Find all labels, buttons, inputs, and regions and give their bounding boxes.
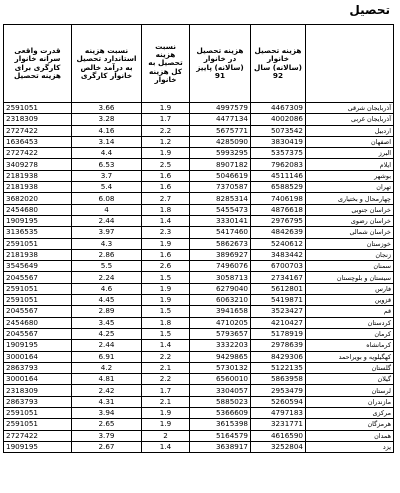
cell-real-power: 3000164 [4,351,72,362]
cell-cost-ratio: 2.2 [142,125,190,136]
cell-standard-ratio: 3.45 [72,317,142,328]
cell-standard-ratio: 2.86 [72,249,142,260]
cell-cost-92: 3523427 [251,306,306,317]
cell-cost-91: 5164579 [190,430,251,441]
cell-province: خراسان جنوبی [306,204,394,215]
cell-cost-91: 5885023 [190,396,251,407]
cell-cost-ratio: 2.1 [142,362,190,373]
cell-cost-92: 4002086 [251,114,306,125]
cell-real-power: 1636453 [4,136,72,147]
cell-standard-ratio: 5.5 [72,261,142,272]
cell-real-power: 2727422 [4,125,72,136]
cell-cost-92: 2953479 [251,385,306,396]
cell-real-power: 2045567 [4,272,72,283]
cell-cost-91: 5793657 [190,328,251,339]
cell-province: همدان [306,430,394,441]
cell-province: فارس [306,283,394,294]
cell-real-power: 2181938 [4,170,72,181]
cell-cost-92: 3252804 [251,441,306,452]
education-cost-table [3,24,394,453]
cell-province: مرکزی [306,408,394,419]
cell-cost-92: 5178919 [251,328,306,339]
table-row [4,419,394,430]
cell-real-power: 2863793 [4,362,72,373]
cell-standard-ratio: 6.53 [72,159,142,170]
cell-cost-92: 7406198 [251,193,306,204]
table-row [4,374,394,385]
cell-cost-92: 5357375 [251,148,306,159]
cell-cost-92: 4797183 [251,408,306,419]
cell-cost-ratio: 2.1 [142,396,190,407]
cell-province: خراسان رضوی [306,215,394,226]
cell-cost-ratio: 1.9 [142,148,190,159]
cell-cost-92: 2976795 [251,215,306,226]
cell-cost-91: 6063210 [190,295,251,306]
cell-cost-ratio: 1.8 [142,204,190,215]
table-row [4,193,394,204]
cell-real-power: 2045567 [4,306,72,317]
cell-standard-ratio: 5.4 [72,182,142,193]
cell-cost-91: 3896927 [190,249,251,260]
cell-cost-ratio: 1.4 [142,215,190,226]
cell-cost-ratio: 2.2 [142,351,190,362]
cell-province: سمنان [306,261,394,272]
table-row [4,215,394,226]
cell-real-power: 3000164 [4,374,72,385]
cell-standard-ratio: 4.16 [72,125,142,136]
cell-real-power: 3136535 [4,227,72,238]
header-standard-ratio: نسبت هزینه استاندارد تحصیل به درآمد خالص خانوار کارگری [72,25,142,103]
cell-cost-ratio: 1.6 [142,170,190,181]
cell-province: چهارمحال و بختیاری [306,193,394,204]
table-row [4,182,394,193]
cell-province: یزد [306,441,394,452]
table-row [4,249,394,260]
cell-standard-ratio: 2.67 [72,441,142,452]
table-row [4,238,394,249]
cell-cost-92: 5240612 [251,238,306,249]
cell-cost-92: 3231771 [251,419,306,430]
cell-cost-91: 3330141 [190,215,251,226]
cell-cost-91: 4477134 [190,114,251,125]
table-row [4,385,394,396]
header-real-power: قدرت واقعی سرانه خانوار کارگری برای هزینه تحصیل [4,25,72,103]
cell-standard-ratio: 2.89 [72,306,142,317]
table-body [4,103,394,453]
cell-province: کهگیلویه و بویراحمد [306,351,394,362]
cell-real-power: 2727422 [4,148,72,159]
cell-cost-91: 5993295 [190,148,251,159]
cell-cost-92: 5073542 [251,125,306,136]
cell-cost-91: 9429865 [190,351,251,362]
cell-real-power: 3545649 [4,261,72,272]
cell-real-power: 2591051 [4,408,72,419]
cell-cost-ratio: 2.5 [142,159,190,170]
cell-real-power: 1909195 [4,340,72,351]
cell-cost-92: 4467309 [251,103,306,114]
cell-standard-ratio: 2.24 [72,272,142,283]
cell-cost-ratio: 2.2 [142,374,190,385]
cell-standard-ratio: 3.66 [72,103,142,114]
cell-province: هرمزگان [306,419,394,430]
cell-standard-ratio: 4.25 [72,328,142,339]
cell-standard-ratio: 2.44 [72,215,142,226]
cell-cost-ratio: 1.6 [142,249,190,260]
cell-cost-ratio: 1.8 [142,317,190,328]
cell-cost-ratio: 1.9 [142,408,190,419]
table-row [4,396,394,407]
cell-province: قزوین [306,295,394,306]
cell-cost-91: 6279040 [190,283,251,294]
table-row [4,114,394,125]
cell-cost-ratio: 2.7 [142,193,190,204]
cell-cost-ratio: 1.5 [142,328,190,339]
cell-cost-92: 2978639 [251,340,306,351]
cell-standard-ratio: 4.45 [72,295,142,306]
cell-province: اردبیل [306,125,394,136]
cell-cost-91: 4997579 [190,103,251,114]
cell-cost-91: 5730132 [190,362,251,373]
cell-real-power: 2863793 [4,396,72,407]
cell-province: قم [306,306,394,317]
table-row [4,272,394,283]
cell-cost-92: 7962083 [251,159,306,170]
cell-standard-ratio: 4.6 [72,283,142,294]
cell-standard-ratio: 3.97 [72,227,142,238]
table-row [4,340,394,351]
cell-cost-92: 3830419 [251,136,306,147]
cell-province: زنجان [306,249,394,260]
cell-province: تهران [306,182,394,193]
cell-cost-92: 4842639 [251,227,306,238]
cell-cost-ratio: 1.9 [142,419,190,430]
cell-cost-ratio: 2.6 [142,261,190,272]
cell-cost-ratio: 1.5 [142,272,190,283]
cell-cost-91: 3615398 [190,419,251,430]
table-row [4,227,394,238]
cell-cost-92: 5612801 [251,283,306,294]
cell-cost-91: 4285090 [190,136,251,147]
cell-cost-91: 3304057 [190,385,251,396]
table-row [4,351,394,362]
cell-cost-ratio: 1.7 [142,114,190,125]
table-row [4,159,394,170]
cell-province: سیستان و بلوچستان [306,272,394,283]
cell-standard-ratio: 6.08 [72,193,142,204]
table-row [4,170,394,181]
cell-real-power: 2045567 [4,328,72,339]
cell-standard-ratio: 3.28 [72,114,142,125]
table-row [4,306,394,317]
cell-real-power: 2181938 [4,249,72,260]
header-cost-92: هزینه تحصیل خانوار (سالانه) سال 92 [251,25,306,103]
cell-province: کرمان [306,328,394,339]
cell-cost-ratio: 1.9 [142,295,190,306]
table-row [4,317,394,328]
cell-real-power: 2591051 [4,419,72,430]
table-header [4,25,394,103]
cell-cost-92: 4511146 [251,170,306,181]
table-row [4,430,394,441]
cell-province: آذربایجان غربی [306,114,394,125]
cell-real-power: 2591051 [4,295,72,306]
cell-cost-91: 3638917 [190,441,251,452]
cell-real-power: 2318309 [4,114,72,125]
cell-cost-ratio: 2 [142,430,190,441]
table-row [4,328,394,339]
cell-real-power: 2591051 [4,238,72,249]
cell-cost-92: 6588529 [251,182,306,193]
cell-cost-91: 5675771 [190,125,251,136]
cell-province: گلستان [306,362,394,373]
section-title: تحصیل [349,3,390,17]
cell-cost-92: 5863958 [251,374,306,385]
cell-province: خراسان شمالی [306,227,394,238]
cell-real-power: 1909195 [4,441,72,452]
table-row [4,148,394,159]
cell-real-power: 2591051 [4,103,72,114]
header-cost-ratio: نسبت هزینه تحصیل به کل هزینه خانوار [142,25,190,103]
cell-province: ایلام [306,159,394,170]
cell-cost-91: 8907182 [190,159,251,170]
cell-cost-92: 6700703 [251,261,306,272]
cell-standard-ratio: 3.94 [72,408,142,419]
cell-cost-92: 5260594 [251,396,306,407]
cell-standard-ratio: 4.81 [72,374,142,385]
cell-province: کردستان [306,317,394,328]
table-row [4,261,394,272]
cell-cost-91: 5455473 [190,204,251,215]
cell-cost-91: 3058713 [190,272,251,283]
header-cost-91: هزینه تحصیل در خانوار (سالانه) پاییز 91 [190,25,251,103]
table-row [4,362,394,373]
cell-cost-91: 8285314 [190,193,251,204]
cell-standard-ratio: 3.79 [72,430,142,441]
cell-cost-91: 5417460 [190,227,251,238]
cell-cost-ratio: 1.9 [142,103,190,114]
cell-standard-ratio: 3.14 [72,136,142,147]
cell-cost-ratio: 1.6 [142,182,190,193]
cell-cost-ratio: 1.2 [142,136,190,147]
cell-standard-ratio: 2.42 [72,385,142,396]
cell-real-power: 2454680 [4,317,72,328]
cell-cost-92: 4210427 [251,317,306,328]
cell-standard-ratio: 4.2 [72,362,142,373]
table-row [4,408,394,419]
cell-cost-91: 6560010 [190,374,251,385]
cell-province: گیلان [306,374,394,385]
cell-cost-92: 2734167 [251,272,306,283]
cell-province: البرز [306,148,394,159]
cell-real-power: 2318309 [4,385,72,396]
cell-real-power: 2181938 [4,182,72,193]
cell-cost-92: 5419871 [251,295,306,306]
cell-cost-91: 7496076 [190,261,251,272]
cell-cost-ratio: 1.7 [142,385,190,396]
cell-real-power: 2454680 [4,204,72,215]
table-row [4,136,394,147]
cell-real-power: 2727422 [4,430,72,441]
cell-cost-ratio: 1.4 [142,340,190,351]
cell-cost-91: 4710205 [190,317,251,328]
cell-cost-91: 3941658 [190,306,251,317]
cell-cost-91: 5046619 [190,170,251,181]
cell-real-power: 1909195 [4,215,72,226]
cell-cost-92: 3483442 [251,249,306,260]
cell-province: کرمانشاه [306,340,394,351]
cell-standard-ratio: 4 [72,204,142,215]
header-province [306,25,394,103]
table-row [4,125,394,136]
table-row [4,441,394,452]
cell-cost-ratio: 1.9 [142,283,190,294]
table-row [4,283,394,294]
table-row [4,295,394,306]
cell-province: بوشهر [306,170,394,181]
cell-province: لرستان [306,385,394,396]
cell-cost-92: 8429306 [251,351,306,362]
cell-standard-ratio: 4.3 [72,238,142,249]
cell-real-power: 3682020 [4,193,72,204]
table-row [4,103,394,114]
header-row [4,25,394,103]
cell-province: مازندران [306,396,394,407]
cell-standard-ratio: 2.44 [72,340,142,351]
cell-standard-ratio: 3.7 [72,170,142,181]
cell-real-power: 3409278 [4,159,72,170]
cell-cost-92: 4876618 [251,204,306,215]
cell-cost-91: 7370587 [190,182,251,193]
cell-province: خوزستان [306,238,394,249]
cell-standard-ratio: 6.91 [72,351,142,362]
cell-standard-ratio: 4.31 [72,396,142,407]
cell-cost-92: 5122135 [251,362,306,373]
cell-real-power: 2591051 [4,283,72,294]
cell-cost-92: 4616590 [251,430,306,441]
cell-standard-ratio: 2.65 [72,419,142,430]
cell-standard-ratio: 4.4 [72,148,142,159]
cell-cost-ratio: 1.5 [142,306,190,317]
cell-province: آذربایجان شرقی [306,103,394,114]
cell-cost-91: 3332203 [190,340,251,351]
table-row [4,204,394,215]
cell-cost-ratio: 2.3 [142,227,190,238]
cell-cost-ratio: 1.4 [142,441,190,452]
cell-province: اصفهان [306,136,394,147]
cell-cost-ratio: 1.9 [142,238,190,249]
cell-cost-91: 5366609 [190,408,251,419]
cell-cost-91: 5862673 [190,238,251,249]
